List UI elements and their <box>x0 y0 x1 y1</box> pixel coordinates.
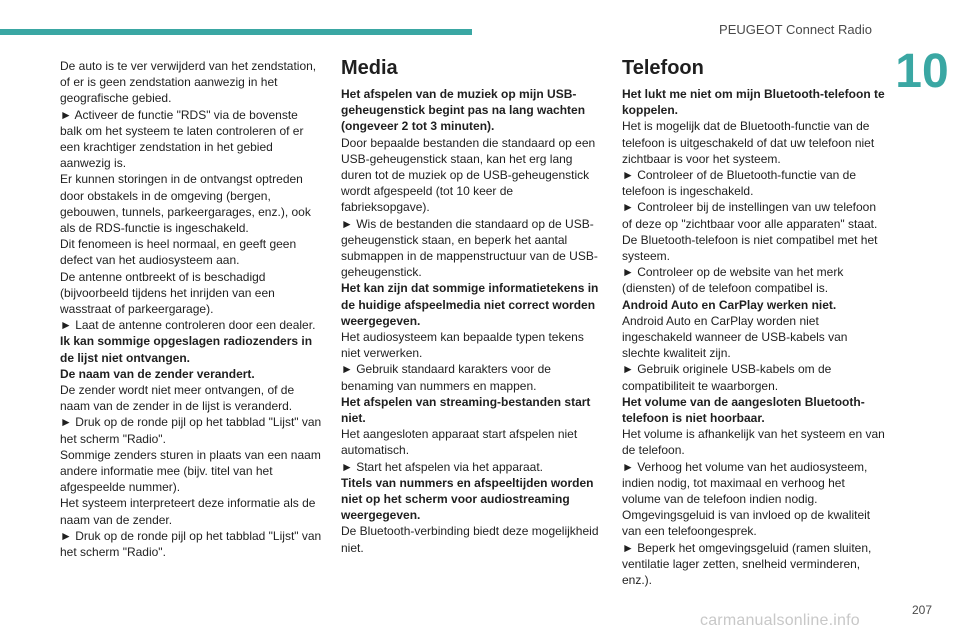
question-heading: Titels van nummers en afspeeltijden worden niet op het scherm voor audiostreaming weergegeven. <box>341 475 594 523</box>
page-number: 207 <box>911 603 932 617</box>
chapter-number: 10 <box>895 45 949 98</box>
column-telefoon <box>622 56 886 588</box>
paragraph: Android Auto en CarPlay worden niet ingeschakeld wanneer de USB-kabels van slechte kwaliteit zijn. <box>622 313 848 361</box>
paragraph: ► Laat de antenne controleren door een dealer. <box>60 318 316 333</box>
telefoon-body <box>622 86 886 588</box>
paragraph: Er kunnen storingen in de ontvangst optreden door obstakels in de omgeving (bergen, gebouwen, tunnels, parkeergarages, enz.), ook als de RDS-functie is ingeschakeld. <box>60 172 311 236</box>
paragraph: De auto is te ver verwijderd van het zendstation, of er is geen zendstation aanwezig in het geografische gebied. <box>60 59 317 106</box>
column-media <box>341 56 603 556</box>
header-accent-bar <box>0 29 472 35</box>
paragraph: ► Verhoog het volume van het audiosysteem, indien nodig, tot maximaal en verhoog het volume van de telefoon indien nodig. <box>622 459 868 507</box>
question-heading: Ik kan sommige opgeslagen radiozenders in de lijst niet ontvangen. <box>60 334 313 365</box>
paragraph: Dit fenomeen is heel normaal, en geeft geen defect van het audiosysteem aan. <box>60 237 297 268</box>
question-heading: De naam van de zender verandert. <box>60 366 255 381</box>
section-title-telefoon: Telefoon <box>622 57 704 79</box>
running-header: PEUGEOT Connect Radio <box>719 22 872 37</box>
paragraph: Het audiosysteem kan bepaalde typen tekens niet verwerken. <box>341 330 584 361</box>
media-body <box>341 86 603 556</box>
paragraph: Omgevingsgeluid is van invloed op de kwaliteit van een telefoongesprek. <box>622 508 871 539</box>
paragraph: ► Wis de bestanden die standaard op de USB-geheugenstick staan, en beperk het aantal submappen in de mappenstructuur van de USB-geheugenstick. <box>341 216 598 280</box>
question-heading: Het afspelen van streaming-bestanden start niet. <box>341 394 591 426</box>
paragraph: ► Gebruik originele USB-kabels om de compatibiliteit te waarborgen. <box>622 362 832 393</box>
watermark: carmanualsonline.info <box>700 612 860 629</box>
question-heading: Android Auto en CarPlay werken niet. <box>622 297 837 312</box>
section-title-media: Media <box>341 57 398 79</box>
paragraph: Het aangesloten apparaat start afspelen niet automatisch. <box>341 427 578 458</box>
paragraph: De Bluetooth-verbinding biedt deze mogelijkheid niet. <box>341 524 599 555</box>
paragraph: ► Start het afspelen via het apparaat. <box>341 459 544 474</box>
paragraph: ► Activeer de functie "RDS" via de bovenste balk om het systeem te laten controleren of er een krachtiger zendstation in het gebied aanwezig is. <box>60 107 304 171</box>
paragraph: ► Controleer op de website van het merk (diensten) of de telefoon compatibel is. <box>622 265 844 296</box>
paragraph: ► Controleer bij de instellingen van uw telefoon of deze op "zichtbaar voor alle apparaten" staat. <box>622 200 878 231</box>
paragraph: De antenne ontbreekt of is beschadigd (bijvoorbeeld tijdens het inrijden van een wasstraat of parkeergarage). <box>60 269 275 317</box>
question-heading: Het kan zijn dat sommige informatietekens in de huidige afspeelmedia niet correct worden weergegeven. <box>341 281 599 328</box>
question-heading: Het afspelen van de muziek op mijn USB-geheugenstick begint pas na lang wachten (ongeveer 2 tot 3 minuten). <box>341 87 586 134</box>
paragraph: Door bepaalde bestanden die standaard op een USB-geheugenstick staan, kan het erg lang duren tot de muziek op de USB-geheugenstick wordt afgespeeld (tot 10 keer de fabrieksopgave). <box>341 135 596 215</box>
paragraph: ► Gebruik standaard karakters voor de benaming van nummers en mappen. <box>341 362 551 393</box>
paragraph: ► Druk op de ronde pijl op het tabblad "Lijst" van het scherm "Radio". <box>60 415 322 446</box>
column-radio-continued <box>60 58 322 560</box>
paragraph: Sommige zenders sturen in plaats van een naam andere informatie mee (bijv. titel van het afgespeelde nummer). <box>60 447 321 495</box>
question-heading: Het volume van de aangesloten Bluetooth-telefoon is niet hoorbaar. <box>622 394 865 426</box>
question-heading: Het lukt me niet om mijn Bluetooth-telefoon te koppelen. <box>622 87 885 118</box>
paragraph: Het systeem interpreteert deze informatie als de naam van de zender. <box>60 496 316 527</box>
paragraph: Het is mogelijk dat de Bluetooth-functie van de telefoon is uitgeschakeld of dat uw telefoon niet zichtbaar is voor het systeem. <box>622 119 875 166</box>
paragraph: Het volume is afhankelijk van het systeem en van de telefoon. <box>622 427 885 458</box>
paragraph: ► Beperk het omgevingsgeluid (ramen sluiten, ventilatie lager zetten, snelheid verminderen, enz.). <box>622 540 872 588</box>
paragraph: ► Druk op de ronde pijl op het tabblad "Lijst" van het scherm "Radio". <box>60 528 322 560</box>
paragraph: De zender wordt niet meer ontvangen, of de naam van de zender in de lijst is veranderd. <box>60 383 295 414</box>
paragraph: De Bluetooth-telefoon is niet compatibel met het systeem. <box>622 232 878 264</box>
paragraph: ► Controleer of de Bluetooth-functie van de telefoon is ingeschakeld. <box>622 168 857 199</box>
